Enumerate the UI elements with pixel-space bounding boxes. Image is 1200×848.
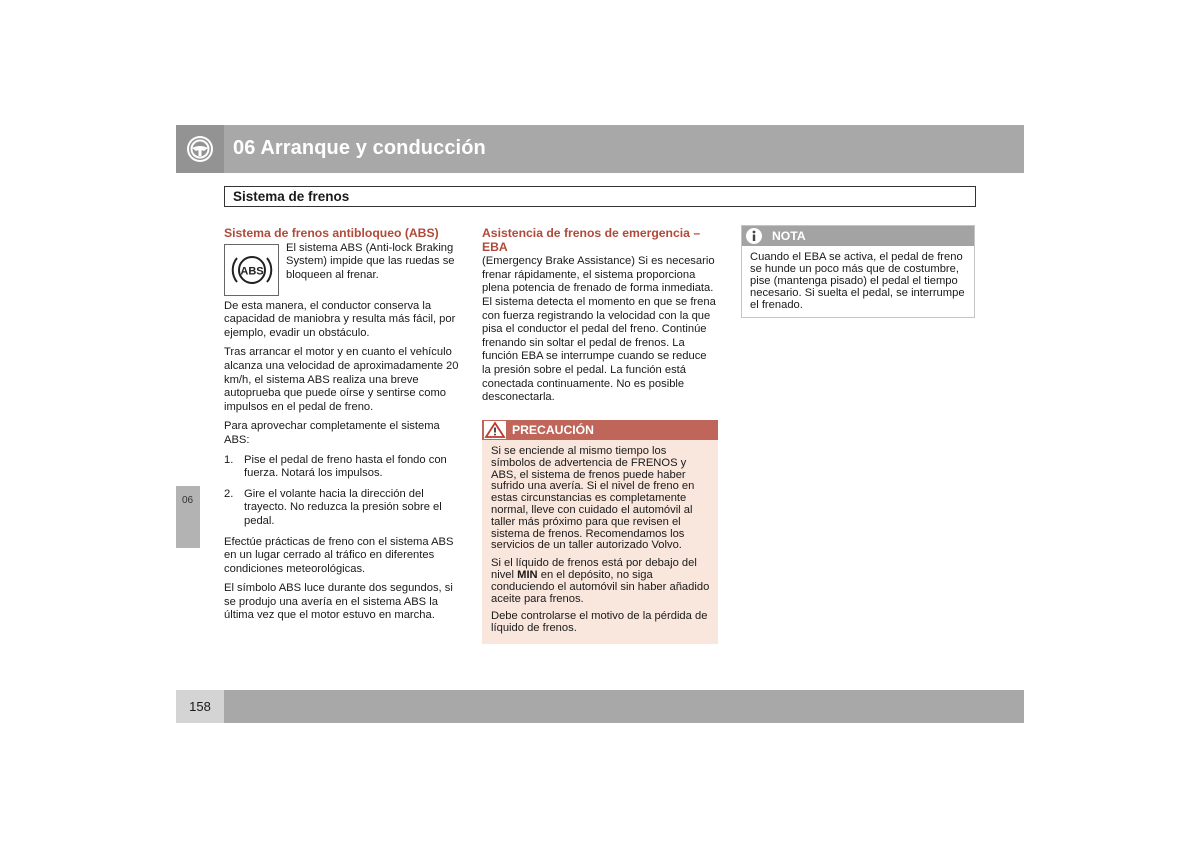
abs-paragraph-1: El sistema ABS (Anti-lock Braking System) impide que las ruedas se bloqueen al frenar. <box>286 241 455 281</box>
caution-body <box>482 440 718 635</box>
caution-p2-start: Si el líquido de frenos está por debajo del nivel <box>491 557 697 581</box>
abs-symbol-label: ABS <box>240 265 264 278</box>
info-icon <box>744 227 764 245</box>
abs-steps-list <box>224 454 460 529</box>
abs-paragraph-3: Tras arrancar el motor y en cuanto el vehículo alcanza una velocidad de aproximadamente 20 km/h, el sistema ABS realiza una breve autoprueba que puede oírse y sentirse como impulsos en el pedal de freno. <box>224 346 459 413</box>
eba-heading: Asistencia de frenos de emergencia – EBA <box>482 226 701 254</box>
list-item <box>224 454 460 481</box>
abs-paragraph-4: Para aprovechar completamente el sistema ABS: <box>224 420 440 446</box>
caution-title: PRECAUCIÓN <box>512 423 594 437</box>
abs-paragraph-6: El símbolo ABS luce durante dos segundos, si se produjo una avería en el sistema ABS la última vez que el motor estuvo en marcha. <box>224 582 453 622</box>
side-tab-label: 06 <box>182 495 194 506</box>
abs-paragraph-2: De esta manera, el conductor conserva la capacidad de maniobra y resulta más fácil, por ejemplo, evadir un obstáculo. <box>224 299 456 339</box>
note-box <box>741 225 975 318</box>
caution-paragraph-3: Debe controlarse el motivo de la pérdida de líquido de frenos. <box>491 610 708 635</box>
abs-heading: Sistema de frenos antibloqueo (ABS) <box>224 226 439 240</box>
caution-box <box>482 420 718 644</box>
steering-wheel-icon <box>185 134 215 164</box>
caution-min-label: MIN <box>517 568 538 581</box>
step-number: 1. <box>224 453 234 466</box>
footer-bar <box>224 690 1024 723</box>
step-number: 2. <box>224 487 234 500</box>
list-item <box>224 488 460 529</box>
caution-paragraph-2 <box>491 558 710 605</box>
warning-triangle-icon <box>484 421 506 439</box>
abs-symbol-box <box>224 244 279 296</box>
chapter-title: 06 Arranque y conducción <box>233 137 486 159</box>
caution-p2-end: en el depósito, no siga conduciendo el automóvil sin haber añadido aceite para frenos. <box>491 568 710 605</box>
note-text: Cuando el EBA se activa, el pedal de freno se hunde un poco más que de costumbre, pise (mantenga pisado) el pedal el tiempo necesario. Si suelta el pedal, se interrumpe el frenado. <box>750 251 965 311</box>
note-header <box>742 226 974 246</box>
page-number: 158 <box>176 690 224 723</box>
step-text: Pise el pedal de freno hasta el fondo con fuerza. Notará los impulsos. <box>244 453 447 480</box>
eba-column <box>482 227 718 411</box>
eba-paragraph: (Emergency Brake Assistance) Si es necesario frenar rápidamente, el sistema proporciona plena potencia de frenado de forma inmediata. El sistema detecta el momento en que se frena con fuerza registrando la velocidad con la que pisa el conductor el pedal del freno. Continúe frenando sin soltar el pedal de frenos. La función EBA se interrumpe cuando se reduce la presión sobre el pedal. La función está conectada continuamente. No es posible desconectarla. <box>482 255 716 404</box>
note-title: NOTA <box>772 229 806 243</box>
abs-column <box>224 227 460 629</box>
step-text: Gire el volante hacia la dirección del trayecto. No reduzca la presión sobre el pedal. <box>244 487 442 527</box>
side-chapter-tab <box>176 486 200 548</box>
caution-header <box>482 420 718 440</box>
section-title: Sistema de frenos <box>224 186 976 207</box>
caution-paragraph-1: Si se enciende al mismo tiempo los símbolos de advertencia de FRENOS y ABS, el sistema de frenos puede haber sufrido una avería. Si el nivel de freno en estas circunstancias es completamente normal, lleve con cuidado el automóvil al taller más próximo para que revisen el sistema de frenos. Recomendamos los servicios de un taller autorizado Volvo. <box>491 445 695 552</box>
abs-warning-icon <box>230 249 274 291</box>
chapter-icon-box <box>176 125 224 173</box>
abs-paragraph-5: Efectúe prácticas de freno con el sistema ABS en un lugar cerrado al tráfico en diferentes condiciones meteorológicas. <box>224 535 454 575</box>
